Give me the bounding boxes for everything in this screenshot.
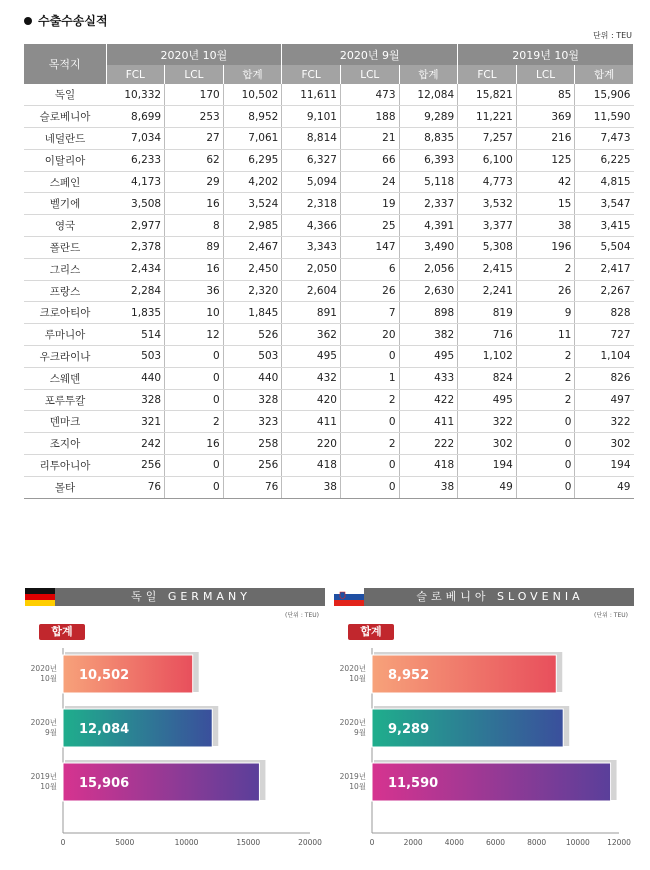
lcl-cell: 11 [516, 324, 575, 346]
destination-cell: 크로아티아 [24, 302, 106, 324]
total-cell: 323 [223, 411, 282, 433]
lcl-cell: 196 [516, 237, 575, 259]
fcl-cell: 2,415 [458, 258, 517, 280]
destination-cell: 이탈리아 [24, 149, 106, 171]
table-row [24, 389, 634, 411]
category-label: 2020년 [339, 718, 366, 727]
category-label: 2020년 [339, 664, 366, 673]
lcl-cell: 473 [340, 84, 399, 106]
fcl-cell: 495 [458, 389, 517, 411]
tick-label: 20000 [298, 838, 322, 847]
category-label: 10월 [40, 782, 57, 791]
germany-bar-chart [25, 648, 325, 870]
fcl-cell: 4,366 [282, 215, 341, 237]
lcl-cell: 0 [340, 455, 399, 477]
slovenia-chart-panel [334, 588, 634, 870]
destination-cell: 몰타 [24, 476, 106, 498]
total-cell: 411 [399, 411, 458, 433]
destination-cell: 그리스 [24, 258, 106, 280]
destination-cell: 슬로베니아 [24, 106, 106, 128]
lcl-cell: 0 [165, 476, 224, 498]
lcl-cell: 125 [516, 149, 575, 171]
total-cell: 2,056 [399, 258, 458, 280]
total-cell: 828 [575, 302, 634, 324]
fcl-cell: 2,378 [106, 237, 165, 259]
col-header: 합계 [399, 65, 458, 84]
fcl-cell: 2,318 [282, 193, 341, 215]
total-badge-text: 합계 [51, 625, 73, 638]
lcl-cell: 2 [165, 411, 224, 433]
total-cell: 7,061 [223, 128, 282, 150]
total-cell: 6,393 [399, 149, 458, 171]
fcl-cell: 220 [282, 433, 341, 455]
group-header: 2020년 10월 [106, 44, 282, 65]
tick-label: 6000 [485, 838, 506, 847]
lcl-cell: 0 [516, 476, 575, 498]
lcl-cell: 7 [340, 302, 399, 324]
lcl-cell: 0 [165, 389, 224, 411]
lcl-cell: 1 [340, 367, 399, 389]
total-cell: 2,985 [223, 215, 282, 237]
fcl-cell: 4,173 [106, 171, 165, 193]
total-badge [39, 624, 85, 640]
tick-label: 8000 [527, 838, 547, 847]
destination-cell: 루마니아 [24, 324, 106, 346]
tick-label: 10000 [174, 838, 199, 847]
col-header: 합계 [223, 65, 282, 84]
fcl-cell: 5,308 [458, 237, 517, 259]
total-cell: 7,473 [575, 128, 634, 150]
fcl-cell: 6,100 [458, 149, 517, 171]
lcl-cell: 170 [165, 84, 224, 106]
lcl-cell: 19 [340, 193, 399, 215]
table-row [24, 455, 634, 477]
destination-cell: 독일 [24, 84, 106, 106]
total-cell: 5,504 [575, 237, 634, 259]
total-cell: 1,845 [223, 302, 282, 324]
lcl-cell: 0 [165, 346, 224, 368]
fcl-cell: 3,508 [106, 193, 165, 215]
fcl-cell: 49 [458, 476, 517, 498]
lcl-cell: 216 [516, 128, 575, 150]
table-row [24, 149, 634, 171]
total-cell: 11,590 [575, 106, 634, 128]
fcl-cell: 4,773 [458, 171, 517, 193]
total-cell: 3,490 [399, 237, 458, 259]
lcl-cell: 0 [340, 476, 399, 498]
bar-value-label: 11,590 [388, 776, 439, 791]
bullet-icon [24, 17, 32, 25]
fcl-cell: 824 [458, 367, 517, 389]
lcl-cell: 62 [165, 149, 224, 171]
fcl-cell: 3,377 [458, 215, 517, 237]
total-cell: 9,289 [399, 106, 458, 128]
lcl-cell: 66 [340, 149, 399, 171]
lcl-cell: 2 [340, 433, 399, 455]
bar-value-label: 9,289 [388, 722, 430, 737]
lcl-cell: 188 [340, 106, 399, 128]
destination-cell: 벨기에 [24, 193, 106, 215]
unit-label: 단위 : TEU [592, 31, 632, 40]
total-cell: 258 [223, 433, 282, 455]
table-row [24, 171, 634, 193]
fcl-cell: 1,835 [106, 302, 165, 324]
tick-label: 12000 [607, 838, 631, 847]
table-row [24, 476, 634, 498]
total-cell: 6,295 [223, 149, 282, 171]
lcl-cell: 36 [165, 280, 224, 302]
lcl-cell: 6 [340, 258, 399, 280]
table-row [24, 84, 634, 106]
total-cell: 497 [575, 389, 634, 411]
total-cell: 440 [223, 367, 282, 389]
table-row [24, 237, 634, 259]
fcl-cell: 362 [282, 324, 341, 346]
fcl-cell: 503 [106, 346, 165, 368]
destination-cell: 조지아 [24, 433, 106, 455]
tick-label: 4000 [444, 838, 464, 847]
table-row [24, 346, 634, 368]
total-cell: 2,320 [223, 280, 282, 302]
fcl-cell: 1,102 [458, 346, 517, 368]
lcl-cell: 2 [516, 346, 575, 368]
lcl-cell: 0 [340, 346, 399, 368]
fcl-cell: 76 [106, 476, 165, 498]
total-cell: 382 [399, 324, 458, 346]
bar-value-label: 12,084 [79, 722, 130, 737]
lcl-cell: 9 [516, 302, 575, 324]
lcl-cell: 42 [516, 171, 575, 193]
total-cell: 256 [223, 455, 282, 477]
lcl-cell: 2 [516, 367, 575, 389]
lcl-cell: 0 [340, 411, 399, 433]
dest-header: 목적지 [24, 44, 106, 84]
fcl-cell: 891 [282, 302, 341, 324]
lcl-cell: 147 [340, 237, 399, 259]
lcl-cell: 20 [340, 324, 399, 346]
category-label: 2020년 [30, 718, 57, 727]
table-row [24, 106, 634, 128]
table-row [24, 411, 634, 433]
fcl-cell: 322 [458, 411, 517, 433]
total-cell: 1,104 [575, 346, 634, 368]
table-row [24, 215, 634, 237]
total-cell: 526 [223, 324, 282, 346]
fcl-cell: 411 [282, 411, 341, 433]
fcl-cell: 3,532 [458, 193, 517, 215]
total-cell: 418 [399, 455, 458, 477]
lcl-cell: 0 [516, 411, 575, 433]
total-cell: 5,118 [399, 171, 458, 193]
lcl-cell: 2 [516, 258, 575, 280]
table-row [24, 433, 634, 455]
lcl-cell: 369 [516, 106, 575, 128]
table-row [24, 302, 634, 324]
fcl-cell: 2,284 [106, 280, 165, 302]
fcl-cell: 321 [106, 411, 165, 433]
destination-cell: 프랑스 [24, 280, 106, 302]
fcl-cell: 328 [106, 389, 165, 411]
fcl-cell: 819 [458, 302, 517, 324]
total-cell: 38 [399, 476, 458, 498]
fcl-cell: 2,977 [106, 215, 165, 237]
destination-cell: 폴란드 [24, 237, 106, 259]
destination-cell: 네덜란드 [24, 128, 106, 150]
chart-header [334, 588, 634, 606]
lcl-cell: 27 [165, 128, 224, 150]
fcl-cell: 495 [282, 346, 341, 368]
category-label: 2020년 [30, 664, 57, 673]
destination-cell: 스웨덴 [24, 367, 106, 389]
fcl-cell: 194 [458, 455, 517, 477]
lcl-cell: 10 [165, 302, 224, 324]
fcl-cell: 11,221 [458, 106, 517, 128]
destination-cell: 덴마크 [24, 411, 106, 433]
lcl-cell: 16 [165, 193, 224, 215]
tick-label: 10000 [565, 838, 590, 847]
slovenia-flag-icon [334, 588, 364, 606]
tick-label: 0 [60, 838, 66, 847]
section-title-text: 수출수송실적 [38, 14, 108, 28]
lcl-cell: 89 [165, 237, 224, 259]
chart-unit: (단위 : TEU) [285, 612, 319, 619]
fcl-cell: 2,434 [106, 258, 165, 280]
section-title [24, 12, 108, 29]
fcl-cell: 7,034 [106, 128, 165, 150]
lcl-cell: 253 [165, 106, 224, 128]
lcl-cell: 29 [165, 171, 224, 193]
fcl-cell: 38 [282, 476, 341, 498]
chart-header [25, 588, 325, 606]
category-label: 2019년 [339, 772, 366, 781]
fcl-cell: 418 [282, 455, 341, 477]
total-cell: 3,547 [575, 193, 634, 215]
fcl-cell: 420 [282, 389, 341, 411]
destination-cell: 우크라이나 [24, 346, 106, 368]
chart-title: 독일 GERMANY [131, 590, 251, 603]
table-row [24, 324, 634, 346]
total-cell: 4,391 [399, 215, 458, 237]
fcl-cell: 432 [282, 367, 341, 389]
export-table [24, 44, 634, 499]
lcl-cell: 2 [340, 389, 399, 411]
fcl-cell: 9,101 [282, 106, 341, 128]
col-header: LCL [165, 65, 224, 84]
fcl-cell: 242 [106, 433, 165, 455]
lcl-cell: 24 [340, 171, 399, 193]
total-cell: 2,450 [223, 258, 282, 280]
table-row [24, 280, 634, 302]
total-cell: 8,835 [399, 128, 458, 150]
category-label: 10월 [40, 674, 57, 683]
total-cell: 194 [575, 455, 634, 477]
col-header: FCL [458, 65, 517, 84]
lcl-cell: 0 [165, 455, 224, 477]
fcl-cell: 5,094 [282, 171, 341, 193]
total-cell: 2,467 [223, 237, 282, 259]
total-cell: 2,337 [399, 193, 458, 215]
total-cell: 2,267 [575, 280, 634, 302]
total-cell: 826 [575, 367, 634, 389]
lcl-cell: 21 [340, 128, 399, 150]
category-label: 10월 [349, 782, 366, 791]
fcl-cell: 10,332 [106, 84, 165, 106]
category-label: 9월 [353, 728, 366, 737]
lcl-cell: 85 [516, 84, 575, 106]
table-row [24, 128, 634, 150]
tick-label: 5000 [115, 838, 135, 847]
fcl-cell: 6,327 [282, 149, 341, 171]
total-cell: 49 [575, 476, 634, 498]
total-cell: 422 [399, 389, 458, 411]
tick-label: 2000 [403, 838, 423, 847]
lcl-cell: 26 [340, 280, 399, 302]
chart-unit: (단위 : TEU) [594, 612, 628, 619]
total-cell: 76 [223, 476, 282, 498]
total-cell: 302 [575, 433, 634, 455]
tick-label: 15000 [236, 838, 261, 847]
lcl-cell: 12 [165, 324, 224, 346]
destination-cell: 포루투칼 [24, 389, 106, 411]
total-cell: 898 [399, 302, 458, 324]
col-header: FCL [106, 65, 165, 84]
lcl-cell: 15 [516, 193, 575, 215]
category-label: 9월 [44, 728, 57, 737]
fcl-cell: 2,604 [282, 280, 341, 302]
destination-cell: 리투아니아 [24, 455, 106, 477]
total-cell: 4,202 [223, 171, 282, 193]
total-cell: 10,502 [223, 84, 282, 106]
col-header: FCL [282, 65, 341, 84]
fcl-cell: 7,257 [458, 128, 517, 150]
slovenia-bar-chart [334, 648, 634, 870]
fcl-cell: 2,241 [458, 280, 517, 302]
table-row [24, 193, 634, 215]
total-cell: 12,084 [399, 84, 458, 106]
lcl-cell: 16 [165, 258, 224, 280]
fcl-cell: 8,814 [282, 128, 341, 150]
total-cell: 8,952 [223, 106, 282, 128]
fcl-cell: 440 [106, 367, 165, 389]
col-header: LCL [516, 65, 575, 84]
bar-value-label: 10,502 [79, 668, 130, 683]
total-cell: 727 [575, 324, 634, 346]
destination-cell: 영국 [24, 215, 106, 237]
lcl-cell: 0 [516, 455, 575, 477]
total-cell: 15,906 [575, 84, 634, 106]
lcl-cell: 16 [165, 433, 224, 455]
total-badge [348, 624, 394, 640]
category-label: 10월 [349, 674, 366, 683]
fcl-cell: 3,343 [282, 237, 341, 259]
group-header: 2020년 9월 [282, 44, 458, 65]
total-badge-text: 합계 [360, 625, 382, 638]
table-row [24, 367, 634, 389]
germany-chart-panel [25, 588, 325, 870]
total-cell: 6,225 [575, 149, 634, 171]
total-cell: 222 [399, 433, 458, 455]
fcl-cell: 514 [106, 324, 165, 346]
chart-title: 슬로베니아 SLOVENIA [416, 590, 584, 603]
total-cell: 328 [223, 389, 282, 411]
total-cell: 322 [575, 411, 634, 433]
lcl-cell: 8 [165, 215, 224, 237]
germany-flag-icon [25, 588, 55, 606]
category-label: 2019년 [30, 772, 57, 781]
total-cell: 3,524 [223, 193, 282, 215]
fcl-cell: 302 [458, 433, 517, 455]
fcl-cell: 716 [458, 324, 517, 346]
table-row [24, 258, 634, 280]
fcl-cell: 256 [106, 455, 165, 477]
fcl-cell: 11,611 [282, 84, 341, 106]
fcl-cell: 6,233 [106, 149, 165, 171]
lcl-cell: 0 [516, 433, 575, 455]
total-cell: 495 [399, 346, 458, 368]
bar-value-label: 15,906 [79, 776, 130, 791]
total-cell: 2,417 [575, 258, 634, 280]
group-header: 2019년 10월 [458, 44, 634, 65]
bar-value-label: 8,952 [388, 668, 430, 683]
lcl-cell: 26 [516, 280, 575, 302]
col-header: 합계 [575, 65, 634, 84]
col-header: LCL [340, 65, 399, 84]
lcl-cell: 38 [516, 215, 575, 237]
total-cell: 3,415 [575, 215, 634, 237]
total-cell: 4,815 [575, 171, 634, 193]
total-cell: 2,630 [399, 280, 458, 302]
destination-cell: 스페인 [24, 171, 106, 193]
lcl-cell: 0 [165, 367, 224, 389]
tick-label: 0 [369, 838, 375, 847]
fcl-cell: 8,699 [106, 106, 165, 128]
lcl-cell: 25 [340, 215, 399, 237]
fcl-cell: 15,821 [458, 84, 517, 106]
fcl-cell: 2,050 [282, 258, 341, 280]
total-cell: 503 [223, 346, 282, 368]
total-cell: 433 [399, 367, 458, 389]
lcl-cell: 2 [516, 389, 575, 411]
